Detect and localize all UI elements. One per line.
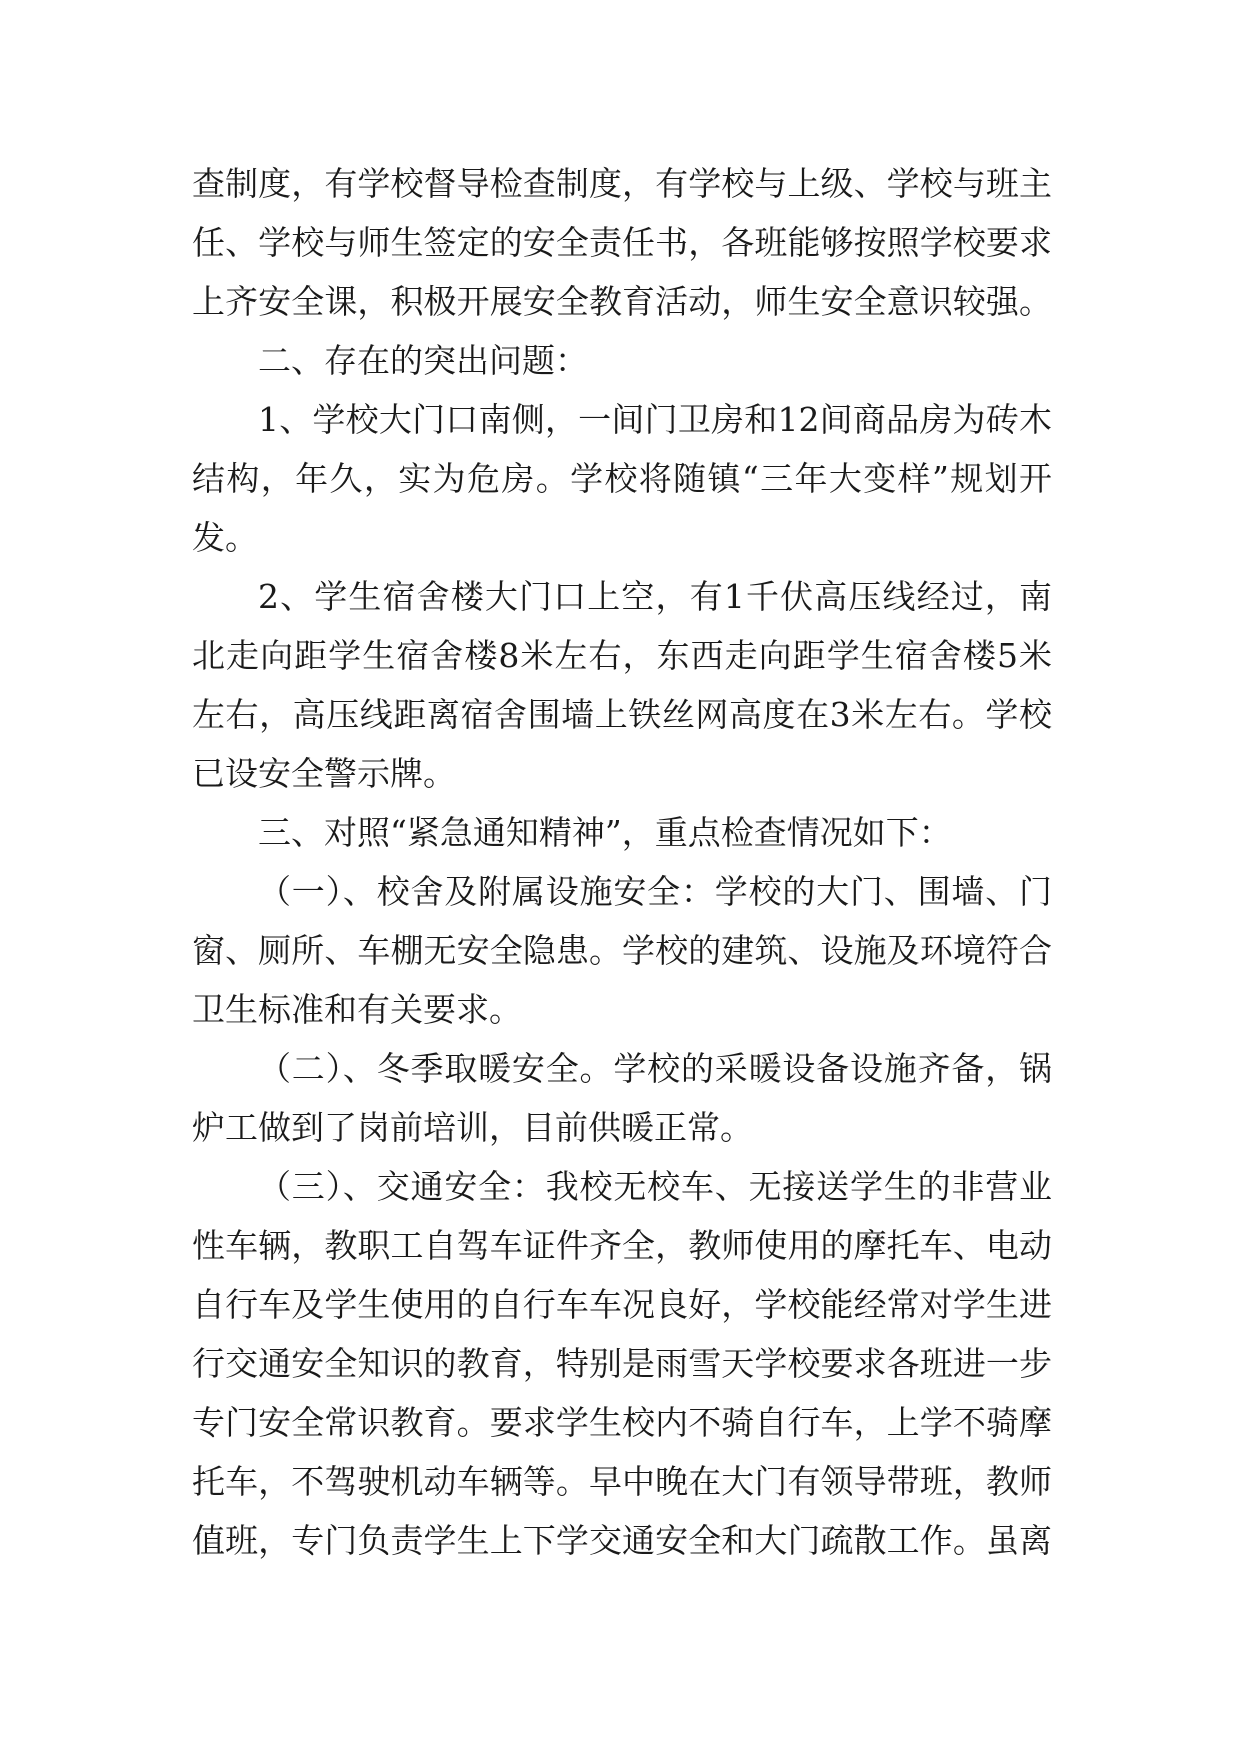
body-line: （二）、冬季取暖安全。学校的采暖设备设施齐备，锅 <box>258 1049 1052 1088</box>
body-line: 窗、厕所、车棚无安全隐患。学校的建筑、设施及环境符合 <box>192 931 1052 970</box>
body-line: 炉工做到了岗前培训，目前供暖正常。 <box>192 1108 753 1147</box>
body-line: 已设安全警示牌。 <box>192 754 456 793</box>
body-line: 值班，专门负责学生上下学交通安全和大门疏散工作。虽离 <box>192 1521 1052 1560</box>
body-line: 查制度，有学校督导检查制度，有学校与上级、学校与班主 <box>192 164 1052 203</box>
body-line: 左右，高压线距离宿舍围墙上铁丝网高度在3米左右。学校 <box>192 695 1052 734</box>
body-line: 自行车及学生使用的自行车车况良好，学校能经常对学生进 <box>192 1285 1052 1324</box>
body-line: 上齐安全课，积极开展安全教育活动，师生安全意识较强。 <box>192 282 1052 321</box>
body-line: 2、学生宿舍楼大门口上空，有1千伏高压线经过，南 <box>258 577 1052 616</box>
body-line: 发。 <box>192 518 258 557</box>
body-line: 托车，不驾驶机动车辆等。早中晚在大门有领导带班，教师 <box>192 1462 1052 1501</box>
body-line: 行交通安全知识的教育，特别是雨雪天学校要求各班进一步 <box>192 1344 1052 1383</box>
body-line: 任、学校与师生签定的安全责任书，各班能够按照学校要求 <box>192 223 1052 262</box>
section-heading-2: 二、存在的突出问题： <box>258 341 588 380</box>
section-heading-3: 三、对照“紧急通知精神”，重点检查情况如下： <box>258 813 952 852</box>
body-line: 1、学校大门口南侧，一间门卫房和12间商品房为砖木 <box>258 400 1052 439</box>
body-line: 性车辆，教职工自驾车证件齐全，教师使用的摩托车、电动 <box>192 1226 1052 1265</box>
body-line: 北走向距学生宿舍楼8米左右，东西走向距学生宿舍楼5米 <box>192 636 1052 675</box>
body-line: （三）、交通安全：我校无校车、无接送学生的非营业 <box>258 1167 1052 1206</box>
document-body <box>192 154 1052 1570</box>
body-line: 卫生标准和有关要求。 <box>192 990 522 1029</box>
body-line: 专门安全常识教育。要求学生校内不骑自行车，上学不骑摩 <box>192 1403 1052 1442</box>
body-line: （一）、校舍及附属设施安全：学校的大门、围墙、门 <box>258 872 1052 911</box>
body-line: 结构，年久，实为危房。学校将随镇“三年大变样”规划开 <box>192 459 1052 498</box>
